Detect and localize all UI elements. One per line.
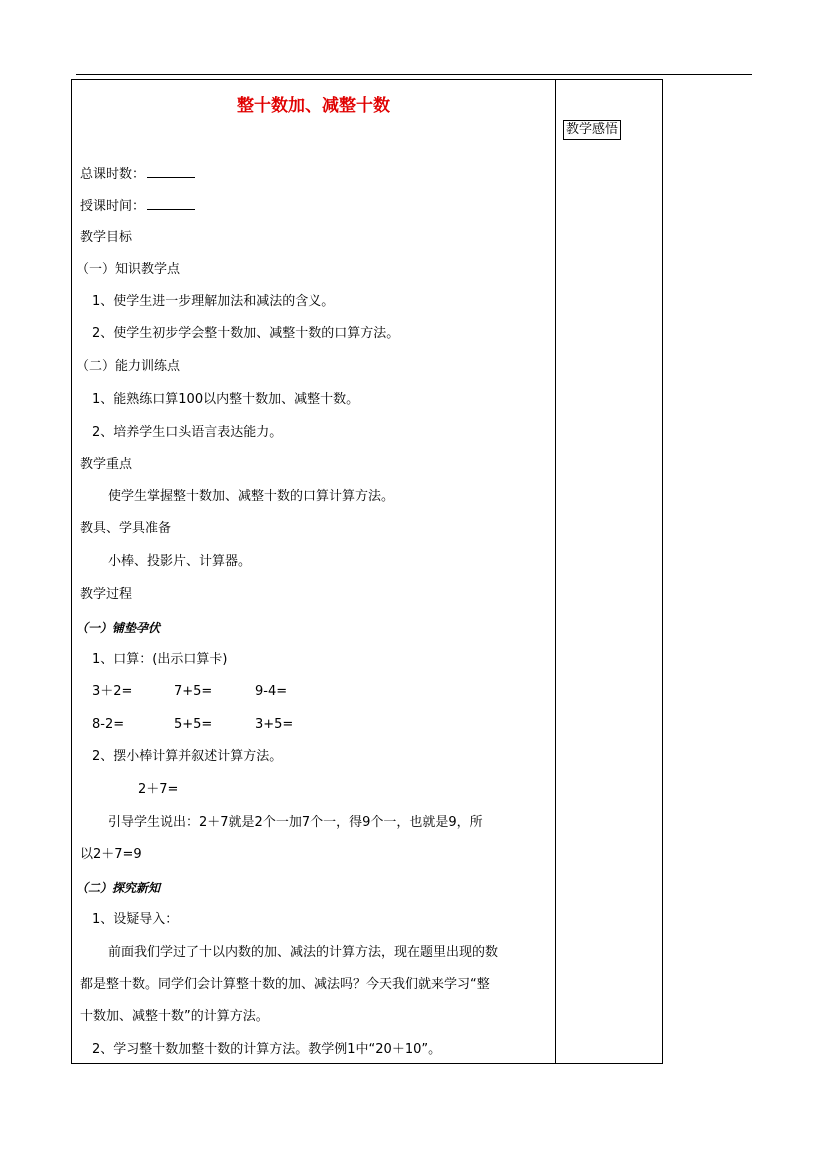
ability-heading: （二）能力训练点 <box>76 359 181 374</box>
knowledge-item-2: 2、使学生初步学会整十数加、减整十数的口算方法。 <box>92 326 400 341</box>
sticks-label: 2、摆小棒计算并叙述计算方法。 <box>92 749 283 764</box>
oral-row-2-item-3: 3+5= <box>255 717 294 732</box>
intro-text-line-3: 十数加、减整十数”的计算方法。 <box>80 1009 269 1024</box>
tools-heading: 教具、学具准备 <box>80 521 172 536</box>
goals-heading: 教学目标 <box>80 230 133 245</box>
total-hours-label: 总课时数： <box>80 167 146 182</box>
header-rule <box>76 74 752 75</box>
ability-item-2: 2、培养学生口头语言表达能力。 <box>92 425 283 440</box>
side-column-label: 教学感悟 <box>563 120 621 140</box>
oral-calc-label: 1、口算：(出示口算卡) <box>92 652 228 667</box>
guide-text-line-1: 引导学生说出：2＋7就是2个一加7个一，得9个一，也就是9，所 <box>108 815 483 830</box>
sticks-expression: 2＋7= <box>138 782 179 797</box>
process-heading: 教学过程 <box>80 587 133 602</box>
learn-text: 2、学习整十数加整十数的计算方法。教学例1中“20＋10”。 <box>92 1042 442 1057</box>
step2-heading: （二）探究新知 <box>76 881 161 895</box>
intro-label: 1、设疑导入： <box>92 912 179 927</box>
lesson-title: 整十数加、减整十数 <box>237 96 390 116</box>
key-heading: 教学重点 <box>80 457 133 472</box>
column-divider <box>555 80 556 1063</box>
key-text: 使学生掌握整十数加、减整十数的口算计算方法。 <box>108 489 395 504</box>
oral-row-1-item-2: 7+5= <box>174 684 213 699</box>
teach-time-line <box>80 197 195 215</box>
knowledge-item-1: 1、使学生进一步理解加法和减法的含义。 <box>92 294 335 309</box>
oral-row-2-item-1: 8-2= <box>92 717 125 732</box>
guide-text-line-2: 以2＋7=9 <box>80 847 142 862</box>
knowledge-heading: （一）知识教学点 <box>76 262 181 277</box>
intro-text-line-2: 都是整十数。同学们会计算整十数的加、减法吗？今天我们就来学习“整 <box>80 977 490 992</box>
total-hours-blank <box>147 165 195 178</box>
teach-time-label: 授课时间： <box>80 199 146 214</box>
intro-text-line-1: 前面我们学过了十以内数的加、减法的计算方法，现在题里出现的数 <box>108 945 499 960</box>
oral-row-1-item-3: 9-4= <box>255 684 288 699</box>
ability-item-1: 1、能熟练口算100以内整十数加、减整十数。 <box>92 392 360 407</box>
oral-row-1-item-1: 3＋2= <box>92 684 133 699</box>
teach-time-blank <box>147 197 195 210</box>
lesson-table <box>71 79 663 1064</box>
tools-text: 小棒、投影片、计算器。 <box>108 554 252 569</box>
oral-row-2-item-2: 5+5= <box>174 717 213 732</box>
step1-heading: （一）铺垫孕伏 <box>76 621 161 635</box>
total-hours-line <box>80 165 195 183</box>
